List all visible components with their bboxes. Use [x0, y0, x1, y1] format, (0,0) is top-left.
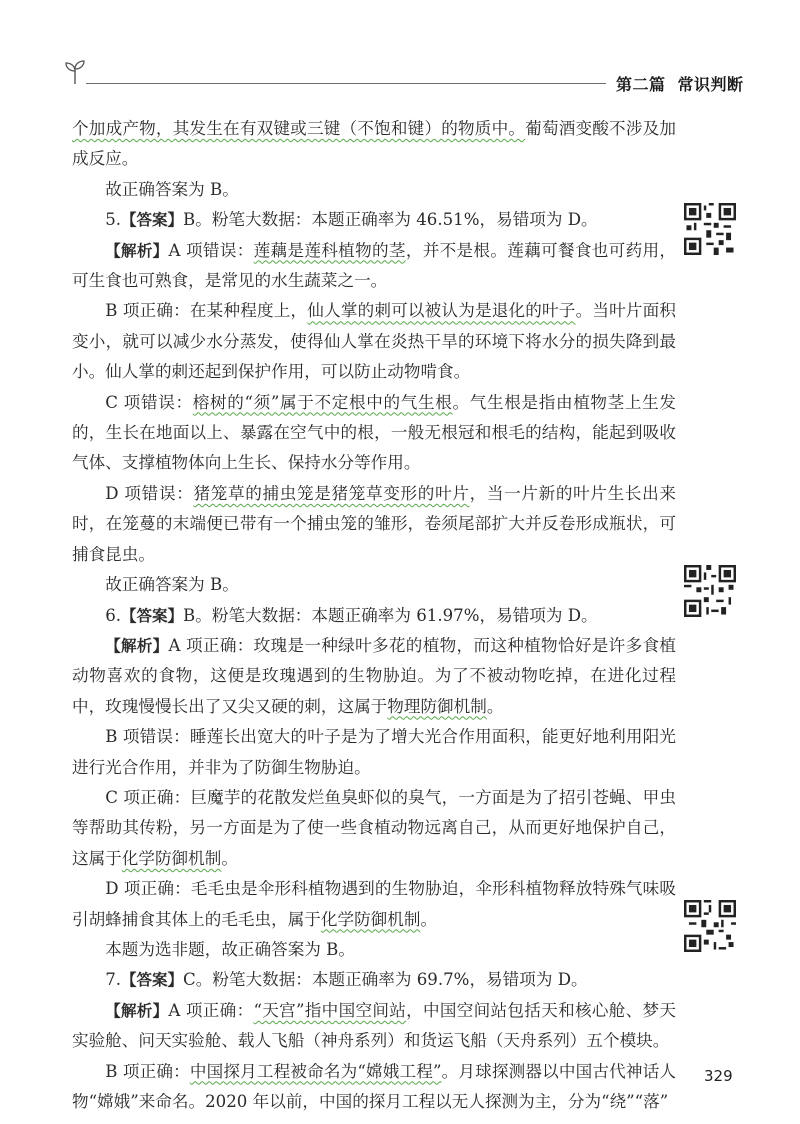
- qr-code-icon: [684, 203, 736, 255]
- explanation-d-q5: D 项错误：猪笼草的捕虫笼是猪笼草变形的叶片，当一片新的叶片生长出来时，在笼蔓的末端便已带有一个捕虫笼的雏形，卷须尾部扩大并反卷形成瓶状，可捕食昆虫。: [72, 483, 676, 564]
- explanation-b-q6: B 项错误：睡莲长出宽大的叶子是为了增大光合作用面积，能更好地利用阳光进行光合作用，并非为了防御生物胁迫。: [72, 727, 676, 777]
- explanation-a-q6: 【解析】A 项正确：玫瑰是一种绿叶多花的植物，而这种植物恰好是许多食植动物喜欢的食物，这便是玫瑰遇到的生物胁迫。为了不被动物吃掉，在进化过程中，玫瑰慢慢长出了又尖又硬的刺，这属于物理防御机制。: [72, 635, 676, 716]
- paragraph: 个加成产物，其发生在有双键或三键（不饱和键）的物质中。葡萄酒变酸不涉及加成反应。: [72, 119, 676, 169]
- explanation-b-q7: B 项正确：中国探月工程被命名为“嫦娥工程”。月球探测器以中国古代神话人物“嫦娥”来命名。2020 年以前，中国的探月工程以无人探测为主，分为“绕”“落”: [72, 1061, 677, 1111]
- sprout-icon: [60, 56, 90, 86]
- explanation-a-q5: 【解析】A 项错误：莲藕是莲科植物的茎，并不是根。莲藕可餐食也可药用，可生食也可熟食，是常见的水生蔬菜之一。: [72, 240, 676, 291]
- conclusion-q6: 本题为选非题，故正确答案为 B。: [105, 939, 355, 959]
- conclusion-q5: 故正确答案为 B。: [105, 575, 239, 595]
- header-rule: [86, 83, 606, 84]
- qr-code-icon: [684, 900, 736, 952]
- header-section: 常识判断: [677, 75, 744, 94]
- explanation-d-q6: D 项正确：毛毛虫是伞形科植物遇到的生物胁迫，伞形科植物释放特殊气味吸引胡蜂捕食其体上的毛毛虫，属于化学防御机制。: [72, 879, 676, 929]
- header-part: 第二篇: [616, 75, 666, 94]
- explanation-c-q6: C 项正确：巨魔芋的花散发烂鱼臭虾似的臭气，一方面是为了招引苍蝇、甲虫等帮助其传粉，另一方面是为了使一些食植动物远离自己，从而更好地保护自己，这属于化学防御机制。: [72, 787, 676, 868]
- answer-line-q5: 5.【答案】B。粉笔大数据：本题正确率为 46.51%，易错项为 D。: [105, 210, 598, 230]
- explanation-c-q5: C 项错误：榕树的“须”属于不定根中的气生根。气生根是指由植物茎上生发的，生长在地面以上、暴露在空气中的根，一般无根冠和根毛的结构，能起到吸收气体、支撑植物体向上生长、保持水分等作用。: [72, 392, 677, 473]
- page-number: 329: [704, 1067, 733, 1085]
- qr-code-icon: [684, 565, 736, 617]
- explanation-b-q5: B 项正确：在某种程度上，仙人掌的刺可以被认为是退化的叶子。当叶片面积变小，就可以减少水分蒸发，使得仙人掌在炎热干旱的环境下将水分的损失降到最小。仙人掌的刺还起到保护作用，可以防止动物啃食。: [72, 301, 677, 382]
- highlight: 个加成产物，其发生在有双键或三键（不饱和键）的物质中。: [72, 119, 526, 138]
- answer-line-q6: 6.【答案】B。粉笔大数据：本题正确率为 61.97%，易错项为 D。: [105, 605, 598, 625]
- answer-line-q7: 7.【答案】C。粉笔大数据：本题正确率为 69.7%，易错项为 D。: [105, 970, 588, 990]
- explanation-a-q7: 【解析】A 项正确：“天宫”指中国空间站，中国空间站包括天和核心舱、梦天实验舱、问天实验舱、载人飞船（神舟系列）和货运飞船（天舟系列）五个模块。: [72, 1000, 676, 1051]
- answer-explanations: [72, 114, 676, 1117]
- running-header: [616, 72, 744, 95]
- conclusion: 故正确答案为 B。: [105, 179, 239, 199]
